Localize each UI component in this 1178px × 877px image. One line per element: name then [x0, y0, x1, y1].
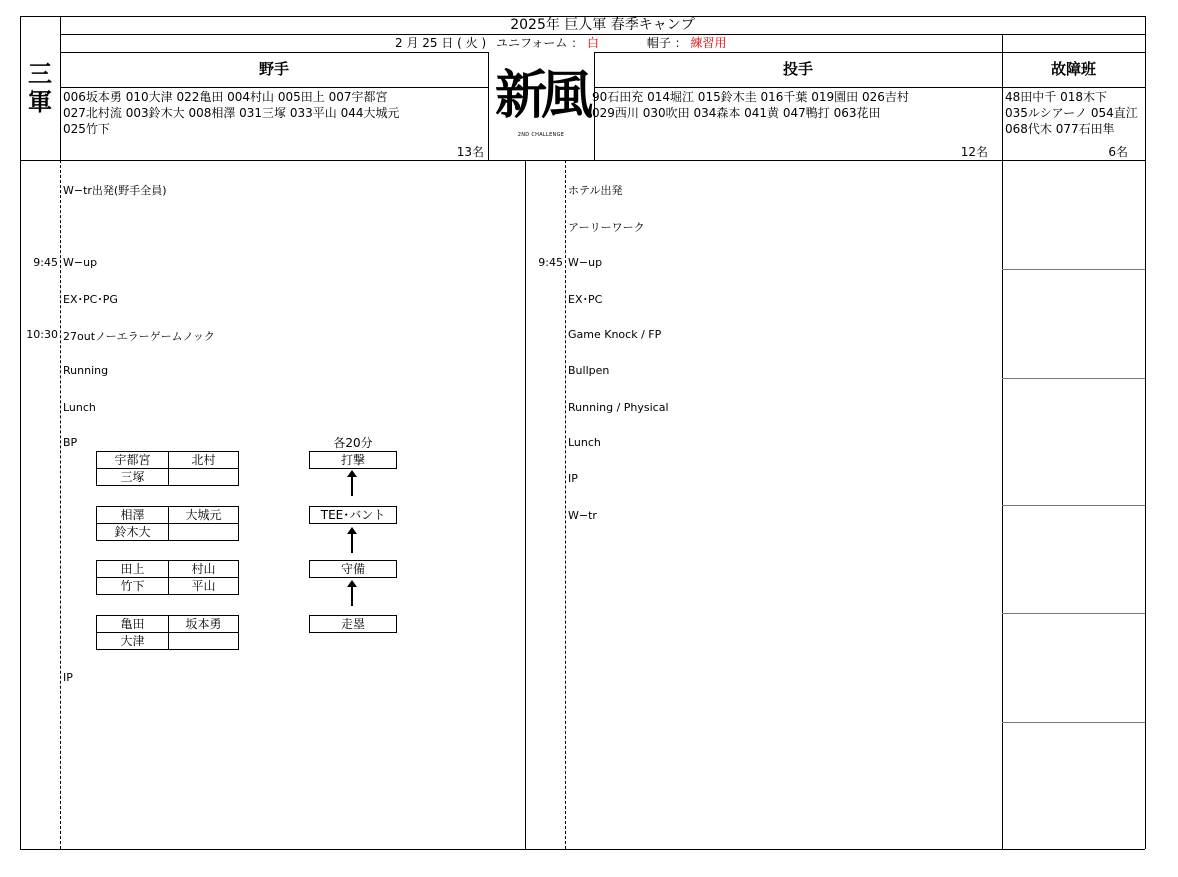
schedule-item: IP — [568, 472, 578, 485]
rotation-label: 各20分 — [333, 436, 373, 450]
schedule-item: 27outノーエラーゲームノック — [63, 330, 215, 343]
fielder-time-divider — [60, 160, 61, 849]
bp-cell: 亀田 — [96, 615, 169, 633]
fielder-roster-line: 027北村流 003鈴木大 008相澤 031三塚 033平山 044大城元 — [63, 106, 400, 120]
uniform-label: ユニフォーム ： — [495, 36, 584, 50]
date-row — [395, 36, 727, 50]
right-border — [1145, 16, 1146, 849]
bp-cell: 北村 — [168, 451, 239, 469]
schedule-item: アーリーワーク — [568, 221, 645, 234]
pitcher-time-divider — [565, 160, 566, 849]
up-arrow-icon — [351, 586, 353, 606]
injury-row-line — [1002, 269, 1145, 270]
logo-mark: 新風 — [494, 65, 587, 126]
schedule-item: IP — [63, 671, 73, 684]
schedule-item: Running / Physical — [568, 401, 669, 414]
fielder-roster-line: 025竹下 — [63, 122, 110, 136]
schedule-item: EX･PC — [568, 293, 603, 306]
page-title: 2025年 巨人軍 春季キャンプ — [510, 17, 695, 33]
bp-cell: 村山 — [168, 560, 239, 578]
pitcher-header-line — [594, 52, 1145, 53]
up-arrow-icon — [351, 476, 353, 496]
pitcher-heading: 投手 — [782, 60, 813, 78]
injury-count: 6名 — [1108, 145, 1128, 159]
fielder-roster — [63, 89, 400, 137]
schedule-time: 9:45 — [538, 256, 563, 269]
injury-row-line — [1002, 378, 1145, 379]
bp-cell: 竹下 — [96, 577, 169, 595]
fielder-count: 13名 — [456, 145, 484, 159]
bp-cell — [168, 523, 239, 541]
logo-subtext: 2ND CHALLENGE — [517, 132, 565, 138]
bp-cell: 田上 — [96, 560, 169, 578]
squad-line1: 三 — [28, 59, 52, 88]
hat-value: 練習用 — [690, 36, 727, 50]
uniform-value: 白 — [587, 36, 600, 50]
left-border — [20, 16, 21, 849]
injury-roster-line: 48田中千 018木下 — [1005, 90, 1107, 104]
rotation-station: 打撃 — [309, 451, 397, 469]
schedule-time: 10:30 — [26, 328, 58, 341]
bp-cell: 大城元 — [168, 506, 239, 524]
date-row-line — [60, 34, 1145, 35]
injury-heading: 故障班 — [1050, 60, 1096, 78]
pitcher-roster-top — [594, 87, 1145, 88]
squad-divider — [60, 16, 61, 160]
injury-divider — [1002, 34, 1003, 849]
date: 2 月 25 日 ( 火 ) — [395, 36, 487, 50]
bp-cell: 坂本勇 — [168, 615, 239, 633]
injury-row-line — [1002, 722, 1145, 723]
schedule-item: W−tr出発(野手全員) — [63, 184, 167, 197]
rotation-station: TEE･バント — [309, 506, 397, 524]
bp-cell: 大津 — [96, 632, 169, 650]
bp-cell: 相澤 — [96, 506, 169, 524]
schedule-item: Lunch — [63, 401, 96, 414]
schedule-item: W−up — [568, 256, 603, 269]
fielder-roster-top — [60, 87, 488, 88]
bp-cell: 三塚 — [96, 468, 169, 486]
bottom-border — [20, 849, 1145, 850]
schedule-item: Running — [63, 364, 109, 377]
header-bottom-line — [20, 160, 1145, 161]
schedule-item: BP — [63, 436, 78, 449]
rotation-station: 守備 — [309, 560, 397, 578]
pitcher-roster — [592, 89, 909, 121]
pitcher-roster-line: 029西川 030吹田 034森本 041黄 047鴨打 063花田 — [592, 106, 881, 120]
schedule-item: W−up — [63, 256, 98, 269]
bp-cell: 宇都宮 — [96, 451, 169, 469]
squad-label — [20, 60, 60, 116]
rotation-station: 走塁 — [309, 615, 397, 633]
squad-line2: 軍 — [28, 87, 52, 116]
pitcher-roster-line: 90石田充 014堀江 015鈴木圭 016千葉 019園田 026吉村 — [592, 90, 909, 104]
injury-row-line — [1002, 505, 1145, 506]
schedule-item: Game Knock / FP — [568, 328, 662, 341]
bp-cell — [168, 468, 239, 486]
schedule-time: 9:45 — [33, 256, 58, 269]
bp-cell: 鈴木大 — [96, 523, 169, 541]
bp-cell: 平山 — [168, 577, 239, 595]
bp-cell — [168, 632, 239, 650]
fielder-header-line — [60, 52, 488, 53]
fielder-roster-line: 006坂本勇 010大津 022亀田 004村山 005田上 007宇都宮 — [63, 90, 388, 104]
schedule-item: W−tr — [568, 509, 597, 522]
schedule-item: Bullpen — [568, 364, 610, 377]
up-arrow-icon — [351, 533, 353, 553]
schedule-item: ホテル出発 — [568, 184, 623, 197]
injury-roster-line: 068代木 077石田隼 — [1005, 122, 1115, 136]
injury-row-line — [1002, 613, 1145, 614]
injury-roster — [1005, 89, 1138, 137]
injury-roster-line: 035ルシアーノ 054直江 — [1005, 106, 1138, 120]
fielder-heading: 野手 — [258, 60, 289, 78]
hat-label: 帽子 ： — [646, 36, 687, 50]
pitcher-count: 12名 — [960, 145, 988, 159]
schedule-item: Lunch — [568, 436, 601, 449]
schedule-item: EX･PC･PG — [63, 293, 118, 306]
